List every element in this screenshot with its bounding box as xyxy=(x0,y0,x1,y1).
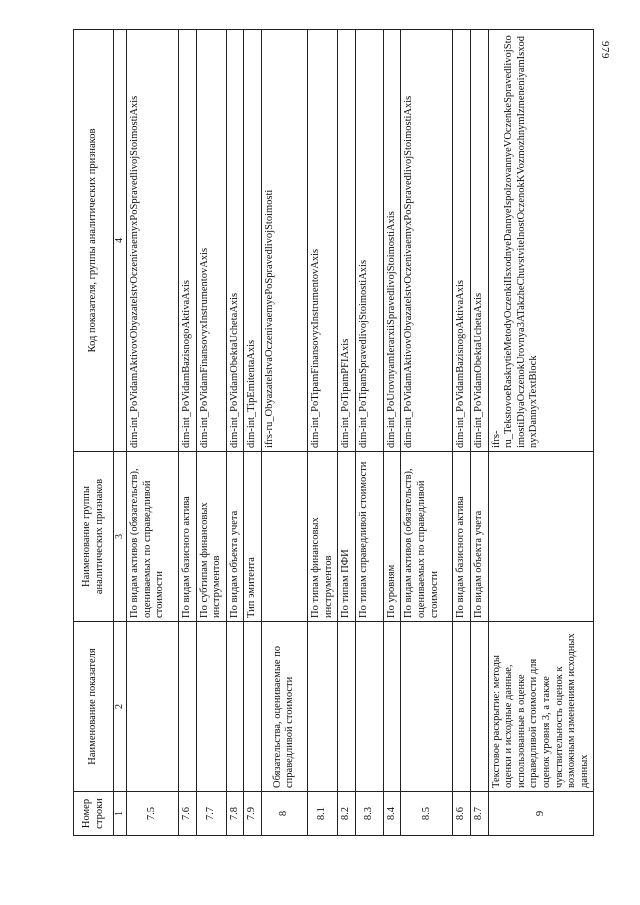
table-row xyxy=(226,30,244,836)
table-row xyxy=(127,30,179,836)
header-indicator-name: Наименование показателя xyxy=(74,622,114,792)
row-number: 7.5 xyxy=(127,792,179,836)
page-number: 979 xyxy=(599,41,611,59)
table-row xyxy=(401,30,453,836)
row-number: 8 xyxy=(261,792,307,836)
column-number: 3 xyxy=(114,452,127,622)
row-number: 8.6 xyxy=(453,792,471,836)
rotated-table-container xyxy=(73,30,590,836)
indicator-name: Текстовое раскрытие: методы оценки и исходные данные, использованные в оценке справедливой стоимости для оценок уровня 3, а также чувствительность оценок к возможным изменениям исходных данных xyxy=(488,622,594,792)
indicator-name xyxy=(196,622,226,792)
header-row-number: Номер строки xyxy=(74,792,114,836)
indicator-table xyxy=(73,29,594,836)
header-group-name: Наименование группы аналитических признаков xyxy=(74,452,114,622)
indicator-code: dim-int_PoTipamSpravedlivojStoimostiAxis xyxy=(355,30,383,452)
group-name: По видам базисного актива xyxy=(179,452,197,622)
table-row xyxy=(355,30,383,836)
indicator-name xyxy=(127,622,179,792)
table-row xyxy=(307,30,337,836)
group-name: По видам объекта учета xyxy=(470,452,488,622)
indicator-name xyxy=(355,622,383,792)
group-name: По типам ПФИ xyxy=(338,452,356,622)
table-row xyxy=(488,30,594,836)
indicator-code: dim-int_PoVidamBazisnogoAktivaAxis xyxy=(179,30,197,452)
group-name: Тип эмитента xyxy=(244,452,262,622)
indicator-name xyxy=(226,622,244,792)
group-name: По видам активов (обязательств), оцениваемых по справедливой стоимости xyxy=(127,452,179,622)
row-number: 8.5 xyxy=(401,792,453,836)
table-row xyxy=(261,30,307,836)
group-name: По уровням xyxy=(383,452,401,622)
table-header-row xyxy=(74,30,114,836)
indicator-code: dim-int_TipEmitentaAxis xyxy=(244,30,262,452)
indicator-code: dim-int_PoVidamBazisnogoAktivaAxis xyxy=(453,30,471,452)
row-number: 8.2 xyxy=(338,792,356,836)
indicator-code: ifrs-ru_TekstovoeRaskrytieMetodyOczenkiIIsxodnyeDannyeIspolzovannyeVOczenkeSpravedlivojStoimostiDlyaOczenokUrovnya3ATakzheChuvstvitelnostOczenokKVozmozhnymIzmeneniyamIsxodnyxDannyxTextBlock xyxy=(488,30,594,452)
group-name xyxy=(261,452,307,622)
indicator-name xyxy=(179,622,197,792)
row-number: 9 xyxy=(488,792,594,836)
indicator-code: dim-int_PoTipamPFIAxis xyxy=(338,30,356,452)
indicator-code: dim-int_PoVidamAktivovObyazatelstvOczenivaemyxPoSpravedlivojStoimostiAxis xyxy=(401,30,453,452)
table-row xyxy=(453,30,471,836)
indicator-name xyxy=(470,622,488,792)
indicator-name xyxy=(453,622,471,792)
row-number: 8.7 xyxy=(470,792,488,836)
column-number: 2 xyxy=(114,622,127,792)
indicator-code: dim-int_PoVidamObektaUchetaAxis xyxy=(226,30,244,452)
group-name: По субтипам финансовых инструментов xyxy=(196,452,226,622)
indicator-name: Обязательства, оцениваемые по справедливой стоимости xyxy=(261,622,307,792)
row-number: 8.3 xyxy=(355,792,383,836)
indicator-name xyxy=(338,622,356,792)
table-row xyxy=(196,30,226,836)
indicator-code: dim-int_PoVidamAktivovObyazatelstvOczenivaemyxPoSpravedlivojStoimostiAxis xyxy=(127,30,179,452)
table-row xyxy=(244,30,262,836)
row-number: 8.1 xyxy=(307,792,337,836)
table-row xyxy=(470,30,488,836)
indicator-code: ifrs-ru_ObyazatelstvaOczenivaemyePoSpravedlivojStoimosti xyxy=(261,30,307,452)
indicator-code: dim-int_PoUrovnyamIerarxiiSpravedlivojStoimostiAxis xyxy=(383,30,401,452)
indicator-name xyxy=(383,622,401,792)
indicator-code: dim-int_PoVidamObektaUchetaAxis xyxy=(470,30,488,452)
table-row xyxy=(338,30,356,836)
indicator-name xyxy=(244,622,262,792)
table-row xyxy=(383,30,401,836)
group-name: По видам активов (обязательств), оцениваемых по справедливой стоимости xyxy=(401,452,453,622)
row-number: 7.9 xyxy=(244,792,262,836)
group-name: По видам базисного актива xyxy=(453,452,471,622)
column-number: 4 xyxy=(114,30,127,452)
indicator-code: dim-int_PoTipamFinansovyxInstrumentovAxis xyxy=(307,30,337,452)
group-name: По видам объекта учета xyxy=(226,452,244,622)
indicator-name xyxy=(401,622,453,792)
row-number: 8.4 xyxy=(383,792,401,836)
row-number: 7.8 xyxy=(226,792,244,836)
indicator-name xyxy=(307,622,337,792)
table-row xyxy=(179,30,197,836)
row-number: 7.7 xyxy=(196,792,226,836)
row-number: 7.6 xyxy=(179,792,197,836)
column-number-row xyxy=(114,30,127,836)
column-number: 1 xyxy=(114,792,127,836)
group-name: По типам справедливой стоимости xyxy=(355,452,383,622)
indicator-code: dim-int_PoVidamFinansovyxInstrumentovAxis xyxy=(196,30,226,452)
group-name: По типам финансовых инструментов xyxy=(307,452,337,622)
header-code: Код показателя, группы аналитических признаков xyxy=(74,30,114,452)
group-name xyxy=(488,452,594,622)
